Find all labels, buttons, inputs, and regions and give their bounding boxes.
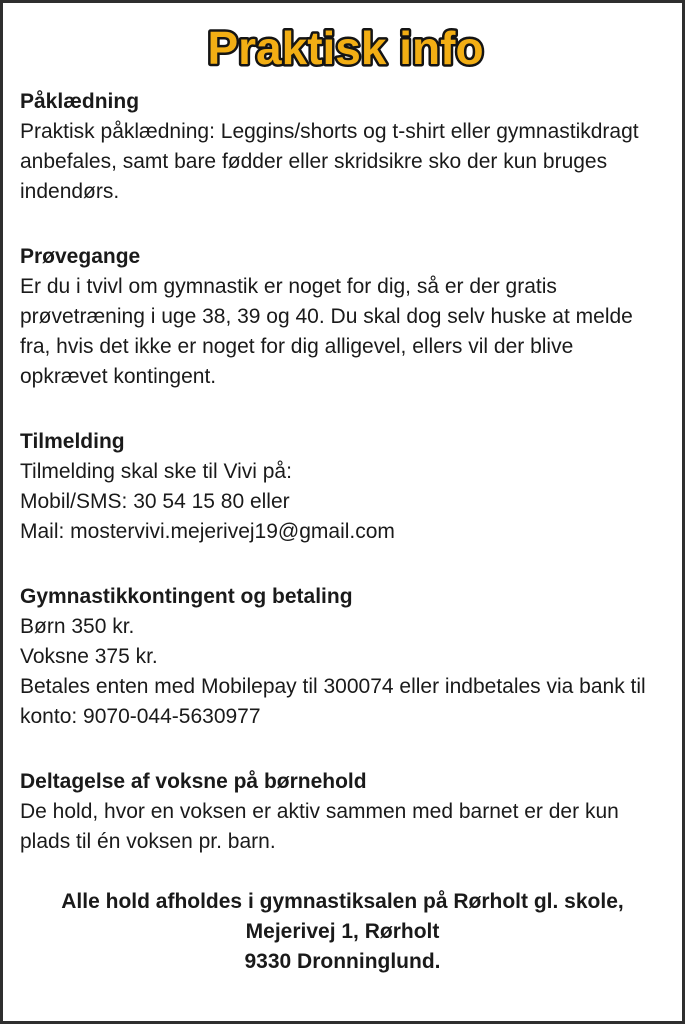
- text-line: Tilmelding skal ske til Vivi på:: [20, 460, 292, 483]
- section-heading: Prøvegange: [20, 245, 141, 268]
- address-line: Mejerivej 1, Rørholt: [245, 920, 440, 943]
- price-line-adults: Voksne 375 kr.: [20, 645, 158, 668]
- text-line: plads til én voksen pr. barn.: [20, 830, 276, 853]
- text-line: fra, hvis det ikke er noget for dig alligevel, ellers vil der blive: [20, 335, 574, 358]
- text-line: prøvetræning i uge 38, 39 og 40. Du skal dog selv huske at melde: [20, 305, 633, 328]
- section-paklaedning: [20, 87, 665, 207]
- phone-line: Mobil/SMS: 30 54 15 80 eller: [20, 490, 290, 513]
- section-heading: Tilmelding: [20, 430, 125, 453]
- email-line: Mail: mostervivi.mejerivej19@gmail.com: [20, 520, 395, 543]
- bank-account-line: konto: 9070-044-5630977: [20, 705, 261, 728]
- section-tilmelding: [20, 427, 665, 547]
- section-kontingent: [20, 582, 665, 732]
- text-line: Er du i tvivl om gymnastik er noget for dig, så er der gratis: [20, 275, 557, 298]
- price-line-children: Børn 350 kr.: [20, 615, 135, 638]
- page-title-text: Praktisk info: [207, 22, 484, 74]
- text-line: Betales enten med Mobilepay til 300074 eller indbetales via bank til: [20, 675, 646, 698]
- city-line: 9330 Dronninglund.: [244, 950, 441, 973]
- title-art: [20, 9, 671, 85]
- text-line: Praktisk påklædning: Leggins/shorts og t-shirt eller gymnastikdragt: [20, 120, 639, 143]
- text-line: De hold, hvor en voksen er aktiv sammen med barnet er der kun: [20, 800, 619, 823]
- page-title: [20, 9, 665, 85]
- section-heading: Deltagelse af voksne på børnehold: [20, 770, 367, 793]
- text-line: opkrævet kontingent.: [20, 365, 217, 388]
- location-line: Alle hold afholdes i gymnastiksalen på Rørholt gl. skole,: [61, 890, 624, 913]
- section-provegange: [20, 242, 665, 392]
- section-deltagelse: [20, 767, 665, 857]
- footer-location: [20, 887, 665, 977]
- text-line: indendørs.: [20, 180, 120, 203]
- section-heading: Gymnastikkontingent og betaling: [20, 585, 353, 608]
- text-line: anbefales, samt bare fødder eller skridsikre sko der kun bruges: [20, 150, 608, 173]
- section-heading: Påklædning: [20, 90, 140, 113]
